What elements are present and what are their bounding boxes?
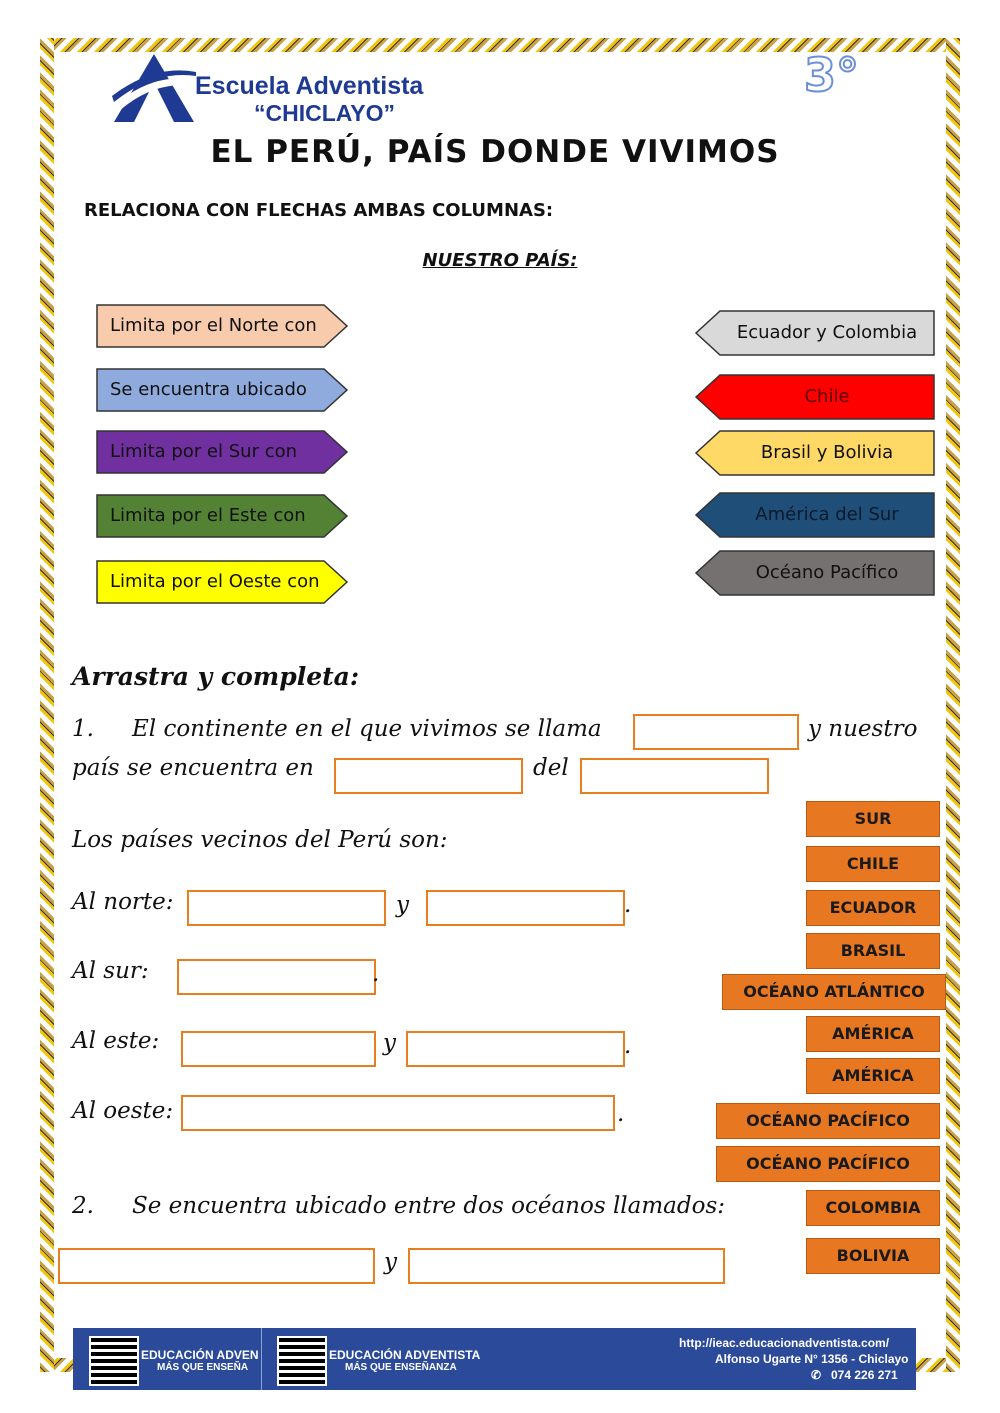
left-arrow-box[interactable]: [96, 430, 350, 474]
word-chip-oceano-pacifico-1[interactable]: OCÉANO PACÍFICO: [716, 1103, 940, 1139]
q2-number: 2.: [72, 1193, 94, 1219]
qr-code-icon: [277, 1336, 327, 1386]
east-and: y: [383, 1030, 396, 1056]
word-chip-brasil[interactable]: BRASIL: [806, 933, 940, 969]
left-arrow-box[interactable]: [96, 368, 350, 412]
blank-location[interactable]: [334, 758, 523, 794]
right-arrow-box[interactable]: [694, 550, 936, 594]
q1-text-d: del: [533, 755, 569, 781]
north-label: Al norte:: [72, 889, 174, 915]
footer-address: Alfonso Ugarte N° 1356 - Chiclayo: [715, 1352, 909, 1366]
blank-north-1[interactable]: [187, 890, 386, 926]
east-period: .: [624, 1033, 632, 1059]
left-arrow-label: Se encuentra ubicado: [110, 379, 307, 400]
right-arrow-box[interactable]: [694, 492, 936, 536]
word-chip-bolivia[interactable]: BOLIVIA: [806, 1238, 940, 1274]
footer-banner: [73, 1328, 916, 1390]
right-arrow-label: Brasil y Bolivia: [760, 442, 894, 463]
left-arrow-box[interactable]: [96, 494, 350, 538]
q1-number: 1.: [72, 716, 94, 742]
left-arrow-label: Limita por el Oeste con: [110, 571, 320, 592]
left-arrow-label: Limita por el Sur con: [110, 441, 298, 462]
page-title: EL PERÚ, PAÍS DONDE VIVIMOS: [210, 134, 780, 170]
blank-ocean-2[interactable]: [408, 1248, 725, 1284]
right-arrow-box[interactable]: [694, 430, 936, 474]
pencil-border-left: [40, 38, 54, 1372]
footer-brand-1: EDUCACIÓN ADVEN: [141, 1348, 259, 1362]
q1-text-b: y nuestro: [808, 716, 918, 742]
south-period: .: [372, 961, 380, 987]
blank-south[interactable]: [177, 959, 376, 995]
blank-west[interactable]: [181, 1095, 615, 1131]
west-label: Al oeste:: [72, 1098, 174, 1124]
word-chip-america-1[interactable]: AMÉRICA: [806, 1016, 940, 1052]
word-chip-chile[interactable]: CHILE: [806, 846, 940, 882]
q2-text: Se encuentra ubicado entre dos océanos llamados:: [132, 1193, 726, 1219]
footer-url[interactable]: http://ieac.educacionadventista.com/: [679, 1336, 890, 1350]
neighbors-label: Los países vecinos del Perú son:: [72, 827, 448, 853]
left-arrow-box[interactable]: [96, 304, 350, 348]
west-period: .: [617, 1101, 625, 1127]
section-subtitle: NUESTRO PAÍS:: [422, 250, 578, 271]
school-logo-icon: [112, 52, 196, 124]
footer-phone: 074 226 271: [831, 1368, 898, 1382]
pencil-border-right: [946, 38, 960, 1372]
blank-region[interactable]: [580, 758, 769, 794]
left-arrow-label: Limita por el Este con: [110, 505, 306, 526]
qr-code-icon: [89, 1336, 139, 1386]
north-period: .: [624, 892, 632, 918]
east-label: Al este:: [72, 1028, 160, 1054]
footer-brand-2: EDUCACIÓN ADVENTISTA: [329, 1348, 481, 1362]
north-and: y: [396, 892, 409, 918]
footer-divider: [261, 1328, 262, 1390]
q2-and: y: [384, 1249, 397, 1275]
blank-continent[interactable]: [633, 714, 799, 750]
word-chip-oceano-atlantico[interactable]: OCÉANO ATLÁNTICO: [722, 974, 946, 1010]
school-city: “CHICLAYO”: [254, 100, 395, 126]
word-chip-america-2[interactable]: AMÉRICA: [806, 1058, 940, 1094]
phone-icon: ✆: [811, 1368, 822, 1382]
right-arrow-box[interactable]: [694, 310, 936, 354]
footer-slogan-2: MÁS QUE ENSEÑANZA: [345, 1362, 457, 1373]
word-chip-sur[interactable]: SUR: [806, 801, 940, 837]
q1-text-a: El continente en el que vivimos se llama: [132, 716, 602, 742]
word-chip-colombia[interactable]: COLOMBIA: [806, 1190, 940, 1226]
word-chip-oceano-pacifico-2[interactable]: OCÉANO PACÍFICO: [716, 1146, 940, 1182]
word-chip-ecuador[interactable]: ECUADOR: [806, 890, 940, 926]
blank-east-1[interactable]: [181, 1031, 376, 1067]
right-arrow-label: América del Sur: [755, 504, 899, 525]
right-arrow-label: Ecuador y Colombia: [736, 322, 918, 343]
blank-north-2[interactable]: [426, 890, 625, 926]
left-arrow-box[interactable]: [96, 560, 350, 604]
school-name: Escuela Adventista: [195, 72, 424, 100]
blank-ocean-1[interactable]: [58, 1248, 375, 1284]
exercise-heading: Arrastra y completa:: [72, 662, 360, 691]
right-arrow-label: Chile: [804, 386, 850, 407]
right-arrow-label: Océano Pacífico: [755, 562, 899, 583]
south-label: Al sur:: [72, 958, 149, 984]
q1-text-c: país se encuentra en: [72, 755, 314, 781]
grade-badge: 3°: [804, 48, 860, 102]
blank-east-2[interactable]: [406, 1031, 625, 1067]
left-arrow-label: Limita por el Norte con: [110, 315, 317, 336]
footer-slogan-1: MÁS QUE ENSEÑA: [157, 1362, 249, 1373]
instruction: RELACIONA CON FLECHAS AMBAS COLUMNAS:: [84, 200, 554, 221]
right-arrow-box[interactable]: [694, 374, 936, 418]
